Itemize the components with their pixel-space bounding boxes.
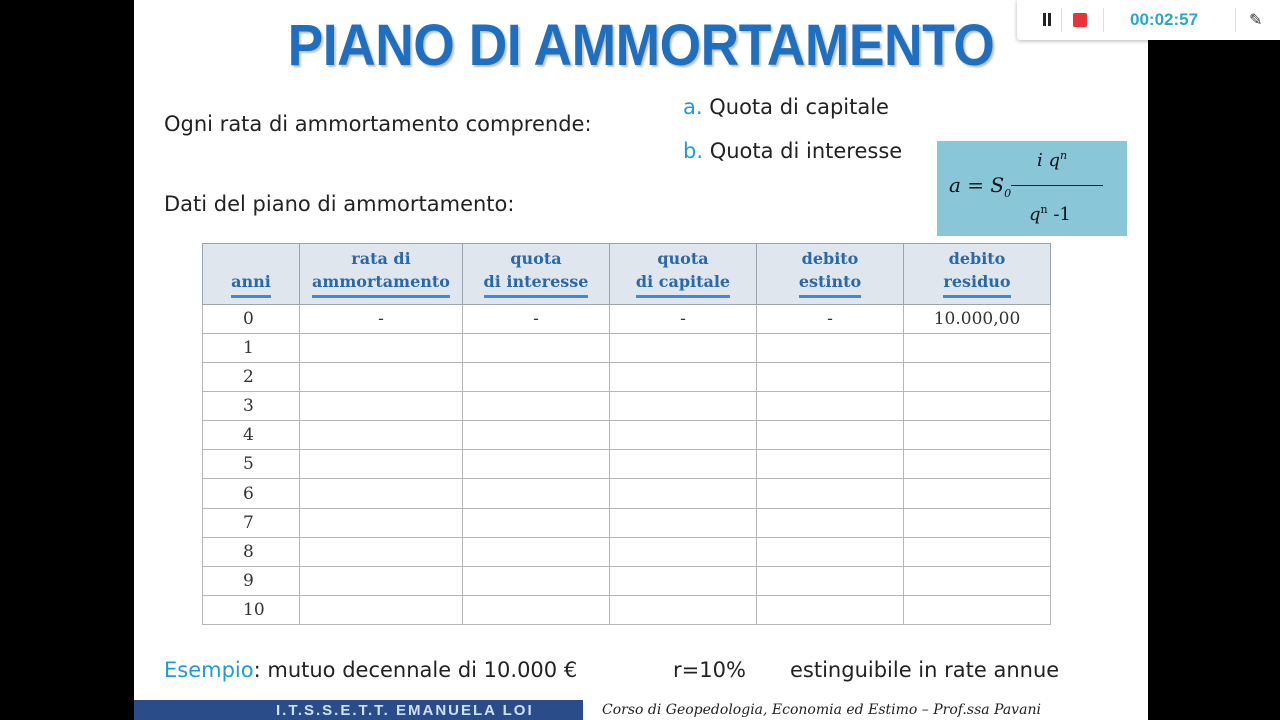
screen-recorder-toolbar: [1017, 0, 1280, 40]
table-cell: [463, 392, 610, 421]
table-cell: -: [610, 305, 757, 334]
table-cell: [610, 537, 757, 566]
table-cell: [610, 566, 757, 595]
table-cell: [610, 479, 757, 508]
table-row: [203, 392, 1051, 421]
table-cell: [757, 566, 904, 595]
table-cell: 3: [203, 392, 300, 421]
table-cell: [757, 421, 904, 450]
table-cell: [610, 508, 757, 537]
table-cell: [904, 566, 1051, 595]
table-cell: [757, 363, 904, 392]
data-label: Dati del piano di ammortamento:: [164, 192, 515, 216]
table-cell: [300, 479, 463, 508]
formula-numerator: i $q^n$: [1037, 149, 1068, 171]
separator: [1235, 8, 1236, 32]
table-cell: [904, 334, 1051, 363]
table-cell: [757, 595, 904, 624]
table-cell: [904, 479, 1051, 508]
table-cell: [463, 508, 610, 537]
table-cell: [610, 334, 757, 363]
table-row: [203, 595, 1051, 624]
table-row: [203, 479, 1051, 508]
course-footer: Corso di Geopedologia, Economia ed Estimo – Prof.ssa Pavani: [602, 702, 1041, 718]
table-cell: 10: [203, 595, 300, 624]
table-cell: -: [757, 305, 904, 334]
slide-title: PIANO DI AMMORTAMENTO: [287, 13, 995, 78]
table-cell: [757, 508, 904, 537]
table-cell: [904, 363, 1051, 392]
table-row: [203, 305, 1051, 334]
component-a-marker: a.: [683, 95, 703, 119]
table-cell: [300, 421, 463, 450]
example-rate: r=10%: [673, 658, 746, 682]
table-cell: -: [300, 305, 463, 334]
table-row: [203, 334, 1051, 363]
table-cell: [463, 363, 610, 392]
table-cell: [904, 537, 1051, 566]
column-header: quota di interesse: [463, 244, 610, 305]
table-cell: [757, 450, 904, 479]
stop-button[interactable]: [1073, 13, 1087, 27]
formula-lhs: $a = S_0$: [949, 173, 1012, 200]
table-cell: [300, 508, 463, 537]
table-cell: 5: [203, 450, 300, 479]
separator: [1061, 8, 1062, 32]
table-cell: [610, 363, 757, 392]
example-text: : mutuo decennale di 10.000 €: [253, 658, 578, 682]
table-cell: 6: [203, 479, 300, 508]
table-cell: [757, 392, 904, 421]
table-cell: [610, 421, 757, 450]
table-cell: [463, 450, 610, 479]
column-header: quota di capitale: [610, 244, 757, 305]
column-header: anni: [203, 244, 300, 305]
amortization-table: [202, 243, 1051, 625]
table-cell: [610, 450, 757, 479]
component-b: [683, 139, 902, 163]
table-header-row: [203, 244, 1051, 305]
example-label: Esempio: [164, 658, 254, 682]
table-cell: [757, 334, 904, 363]
table-cell: 8: [203, 537, 300, 566]
table-row: [203, 363, 1051, 392]
table-cell: [300, 566, 463, 595]
table-cell: [904, 450, 1051, 479]
table-cell: [463, 479, 610, 508]
formula-denominator: $q^n$ -1: [1029, 203, 1071, 225]
recording-timer: 00:02:57: [1130, 10, 1199, 29]
table-cell: 2: [203, 363, 300, 392]
component-b-text: Quota di interesse: [709, 139, 903, 163]
table-row: [203, 450, 1051, 479]
formula-fraction-bar: [1011, 185, 1103, 186]
table-cell: [463, 334, 610, 363]
table-cell: 0: [203, 305, 300, 334]
table-row: [203, 566, 1051, 595]
table-cell: [300, 450, 463, 479]
table-cell: [300, 537, 463, 566]
table-cell: -: [463, 305, 610, 334]
table-cell: [463, 566, 610, 595]
table-cell: [904, 508, 1051, 537]
table-cell: [300, 392, 463, 421]
table-cell: [300, 363, 463, 392]
table-row: [203, 537, 1051, 566]
table-body: [203, 305, 1051, 625]
component-a-text: Quota di capitale: [709, 95, 889, 119]
component-b-marker: b.: [683, 139, 704, 163]
table-cell: [463, 537, 610, 566]
table-cell: [904, 392, 1051, 421]
table-cell: [757, 479, 904, 508]
table-cell: 10.000,00: [904, 305, 1051, 334]
column-header: debito estinto: [757, 244, 904, 305]
example-line: [164, 658, 577, 682]
table-cell: 1: [203, 334, 300, 363]
column-header: debito residuo: [904, 244, 1051, 305]
table-row: [203, 508, 1051, 537]
component-a: [683, 95, 889, 119]
slide: [134, 0, 1148, 720]
school-footer: I.T.S.S.E.T.T. EMANUELA LOI: [134, 700, 583, 720]
table-cell: [463, 595, 610, 624]
separator: [1103, 8, 1104, 32]
table-cell: [463, 421, 610, 450]
table-cell: [904, 595, 1051, 624]
pause-button[interactable]: [1041, 13, 1053, 27]
table-cell: [757, 537, 904, 566]
pencil-icon[interactable]: ✎: [1249, 10, 1263, 29]
table-row: [203, 421, 1051, 450]
table-cell: 7: [203, 508, 300, 537]
example-note: estinguibile in rate annue: [790, 658, 1060, 682]
table-cell: [610, 392, 757, 421]
table-cell: [904, 421, 1051, 450]
table-cell: [610, 595, 757, 624]
table-cell: [300, 334, 463, 363]
annuity-formula: [937, 141, 1127, 236]
column-header: rata di ammortamento: [300, 244, 463, 305]
table-cell: 4: [203, 421, 300, 450]
table-cell: 9: [203, 566, 300, 595]
intro-text: Ogni rata di ammortamento comprende:: [164, 112, 592, 136]
table-cell: [300, 595, 463, 624]
